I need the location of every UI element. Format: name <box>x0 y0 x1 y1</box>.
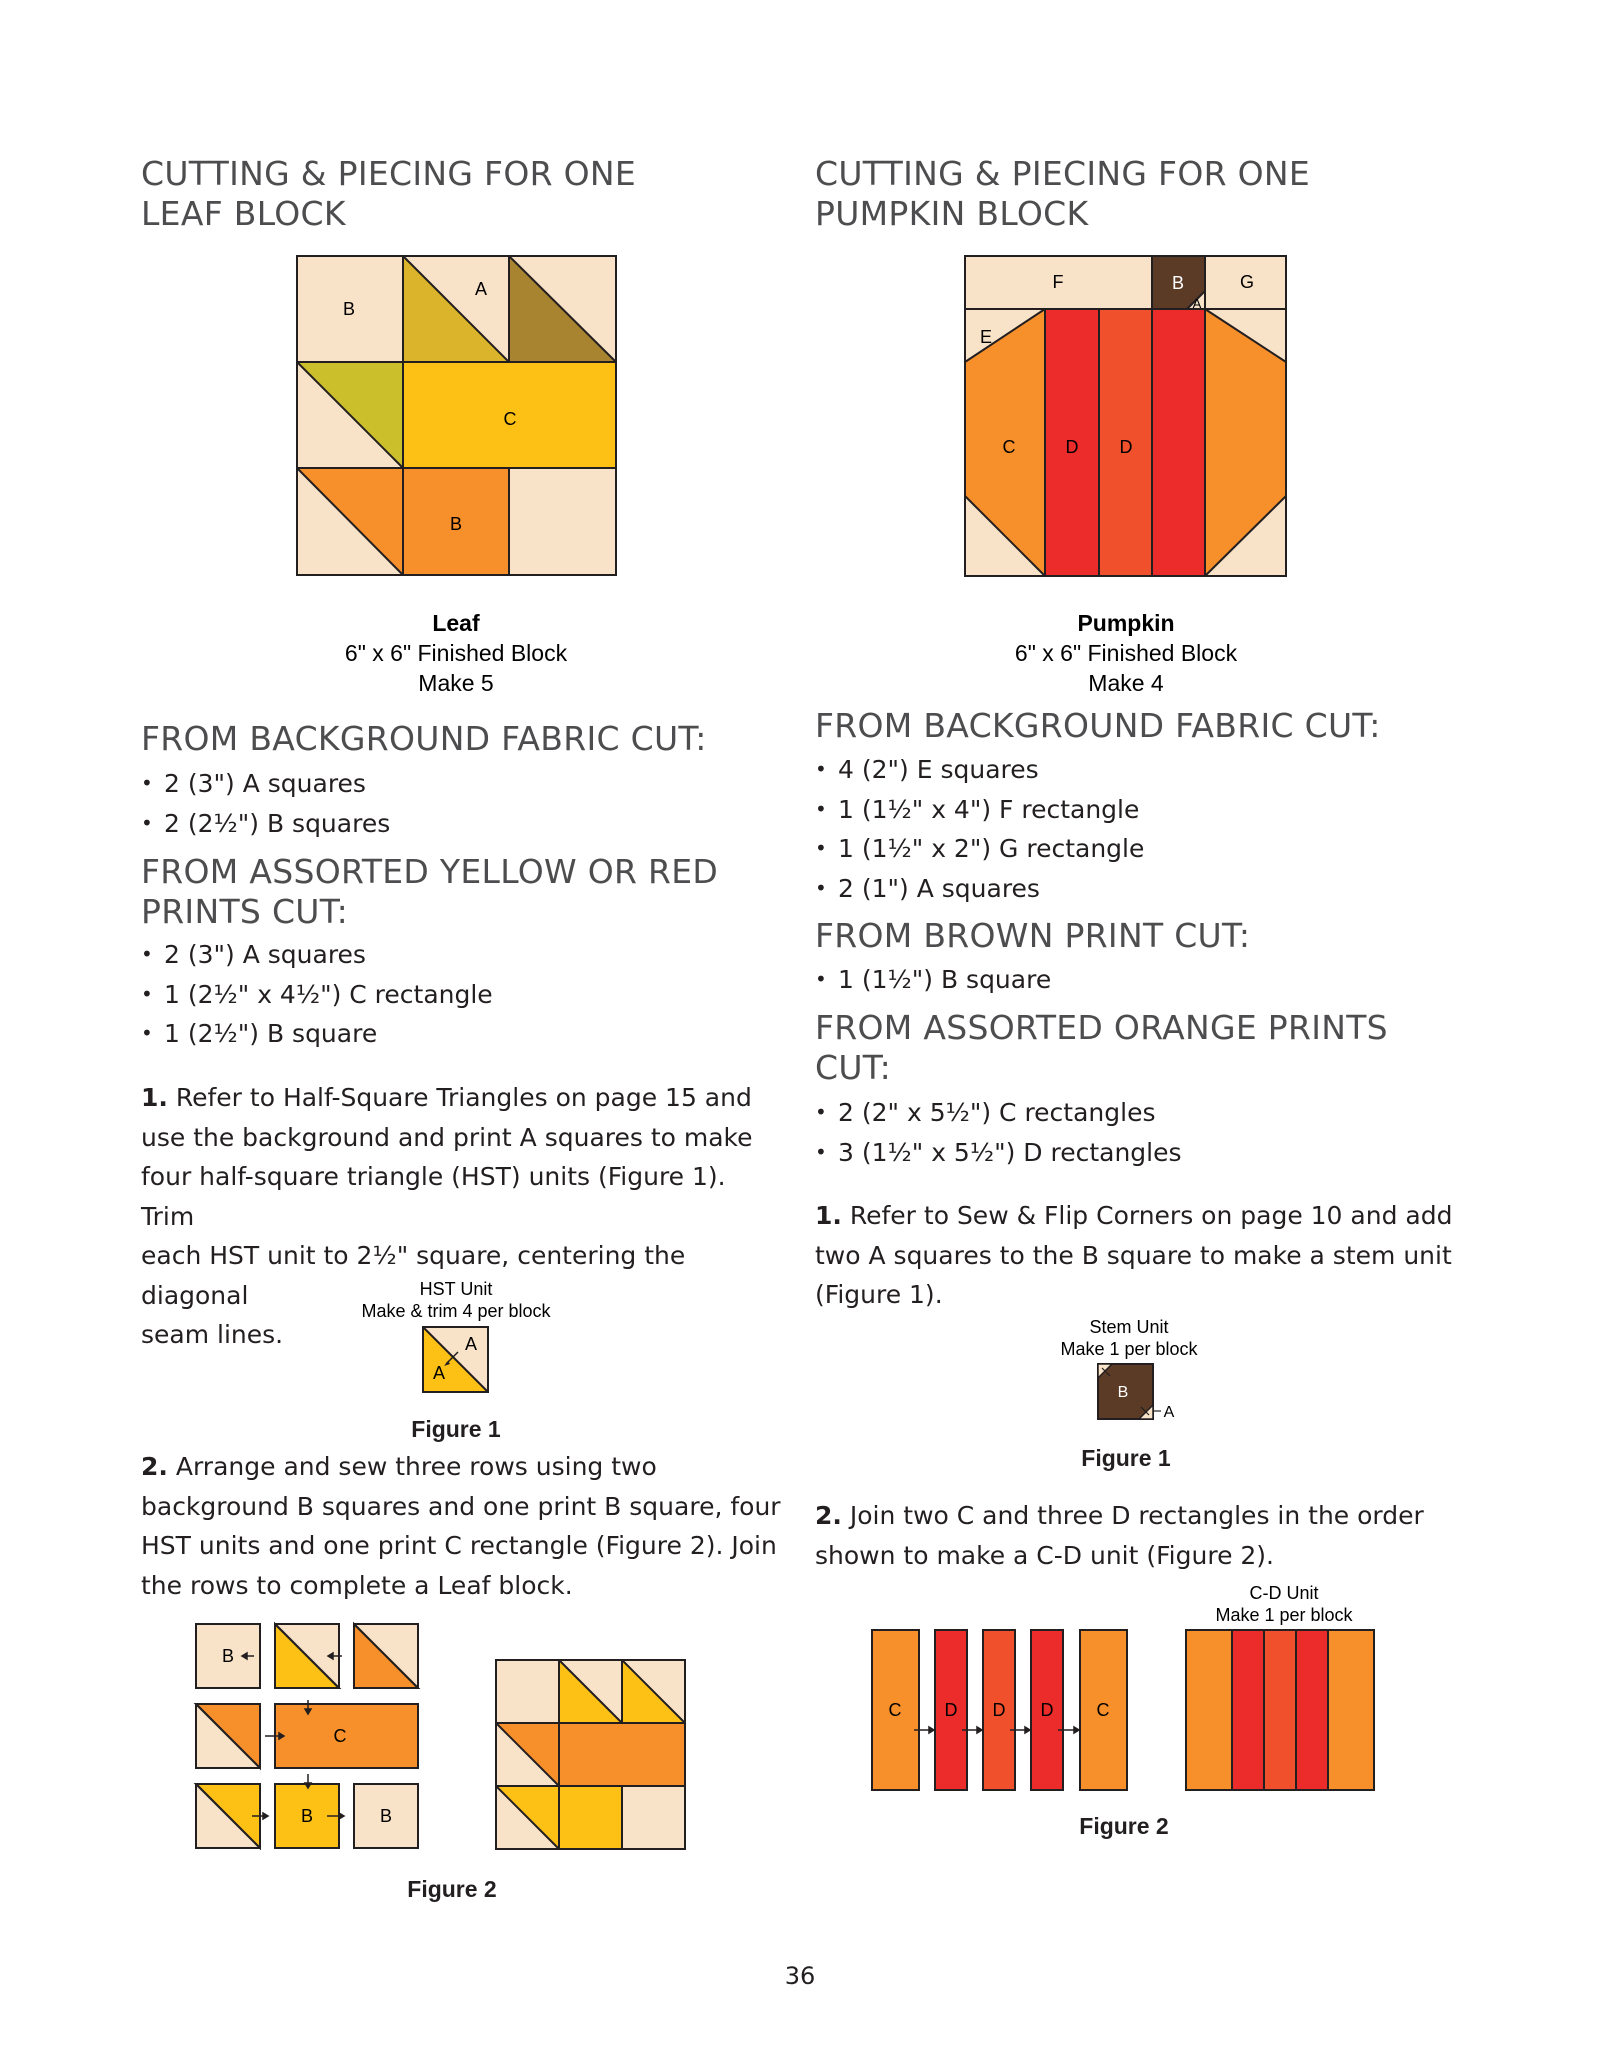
step-text: use the background and print A squares to make <box>141 1122 753 1152</box>
leaf-caption-size: 6" x 6" Finished Block <box>344 640 568 666</box>
leaf-assembly-diagram <box>192 1620 692 1850</box>
right-fig1-title: Stem Unit <box>1089 1317 1169 1337</box>
fig2-label-c: C <box>333 1726 347 1746</box>
stem-label-b: B <box>1117 1384 1129 1401</box>
cd-label-c1: C <box>888 1700 902 1720</box>
pumpkin-label-b: B <box>1171 273 1185 293</box>
left-section2-list <box>141 935 493 1054</box>
left-section2-heading-line-2: PRINTS CUT: <box>141 892 348 931</box>
list-item: • 2 (1") A squares <box>815 869 1144 909</box>
hst-label-a1: A <box>464 1334 478 1354</box>
list-item: • 1 (1½") B square <box>815 960 1051 1000</box>
right-fig2-subtitle: Make 1 per block <box>1215 1605 1353 1625</box>
leaf-block-caption <box>256 608 656 698</box>
right-heading-line-2: PUMPKIN BLOCK <box>815 194 1089 233</box>
right-section3-heading-line-2: CUT: <box>815 1048 892 1087</box>
stem-label-a: A <box>1163 1404 1175 1421</box>
step-text: seam lines. <box>141 1320 284 1349</box>
fig2-label-b1: B <box>221 1646 235 1666</box>
stem-unit-diagram <box>1097 1363 1177 1425</box>
leaf-caption-make: Make 5 <box>418 670 494 696</box>
left-heading-line-2: LEAF BLOCK <box>141 194 346 233</box>
pumpkin-label-e: E <box>979 327 993 347</box>
right-section3-heading <box>815 1008 1388 1088</box>
list-item: • 1 (1½" x 2") G rectangle <box>815 829 1144 869</box>
list-item: • 1 (2½") B square <box>141 1014 493 1054</box>
list-item: • 1 (1½" x 4") F rectangle <box>815 790 1144 830</box>
step-text: Arrange and sew three rows using two <box>175 1452 657 1481</box>
pumpkin-label-g: G <box>1239 272 1255 292</box>
pumpkin-label-c: C <box>1002 437 1016 457</box>
list-item: • 2 (2" x 5½") C rectangles <box>815 1093 1182 1133</box>
list-item: • 2 (2½") B squares <box>141 804 390 844</box>
right-fig1-subtitle: Make 1 per block <box>1060 1339 1198 1359</box>
step-text: the rows to complete a Leaf block. <box>141 1570 573 1600</box>
list-item: • 2 (3") A squares <box>141 764 390 804</box>
pumpkin-label-d1: D <box>1065 437 1079 457</box>
left-fig1-caption: Figure 1 <box>411 1416 501 1442</box>
right-step-2 <box>815 1496 1455 1575</box>
left-step-2 <box>141 1447 781 1605</box>
step-text: background B squares and one print B square, four <box>141 1491 781 1521</box>
left-fig1-title-block <box>306 1278 606 1322</box>
leaf-b-square-bg-2 <box>509 468 616 575</box>
right-heading-line-1: CUTTING & PIECING FOR ONE <box>815 154 1311 193</box>
pumpkin-caption-make: Make 4 <box>1088 670 1164 696</box>
left-section2-heading <box>141 852 718 932</box>
right-section1-heading: FROM BACKGROUND FABRIC CUT: <box>815 706 1381 745</box>
right-section2-heading: FROM BROWN PRINT CUT: <box>815 916 1251 955</box>
right-heading <box>815 154 1310 234</box>
list-item: • 2 (3") A squares <box>141 935 493 975</box>
page-number: 36 <box>784 1962 816 1990</box>
leaf-block-diagram <box>296 255 618 577</box>
pumpkin-block-caption <box>926 608 1326 698</box>
step-number: 1. <box>815 1201 842 1230</box>
right-fig2-title: C-D Unit <box>1249 1583 1319 1603</box>
cd-label-d2: D <box>992 1700 1006 1720</box>
pumpkin-caption-size: 6" x 6" Finished Block <box>1014 640 1238 666</box>
step-text: each HST unit to 2½" square, centering the diagonal <box>141 1241 686 1310</box>
list-item: • 3 (1½" x 5½") D rectangles <box>815 1133 1182 1173</box>
list-item: • 4 (2") E squares <box>815 750 1144 790</box>
right-fig2-caption: Figure 2 <box>1079 1813 1169 1839</box>
cd-unit-diagram <box>870 1628 1380 1793</box>
leaf-label-c: C <box>503 409 517 429</box>
fig2-label-b2: B <box>300 1806 314 1826</box>
cd-label-d3: D <box>1040 1700 1054 1720</box>
step-text: Join two C and three D rectangles in the order <box>849 1501 1424 1530</box>
right-step-1 <box>815 1196 1455 1315</box>
leaf-label-b1: B <box>342 299 356 319</box>
left-heading <box>141 154 636 234</box>
right-section1-list <box>815 750 1144 908</box>
left-fig1-subtitle: Make & trim 4 per block <box>361 1301 551 1321</box>
left-section1-heading: FROM BACKGROUND FABRIC CUT: <box>141 719 707 758</box>
step-text: four half-square triangle (HST) units (Figure 1). Trim <box>141 1162 726 1231</box>
fig2-label-b3: B <box>379 1806 393 1826</box>
cd-label-c2: C <box>1096 1700 1110 1720</box>
pumpkin-label-a: A <box>1192 296 1202 311</box>
step-number: 2. <box>815 1501 842 1530</box>
right-section3-list <box>815 1093 1182 1172</box>
pumpkin-caption-title: Pumpkin <box>1077 610 1175 636</box>
hst-label-a2: A <box>432 1363 446 1383</box>
step-text: Refer to Half-Square Triangles on page 15 and <box>175 1083 752 1112</box>
pumpkin-label-d2: D <box>1119 437 1133 457</box>
right-fig1-title-block <box>979 1316 1279 1360</box>
right-fig1-caption: Figure 1 <box>1081 1445 1171 1471</box>
left-fig2-caption: Figure 2 <box>407 1876 497 1902</box>
step-text: shown to make a C-D unit (Figure 2). <box>815 1540 1274 1570</box>
left-section2-heading-line-1: FROM ASSORTED YELLOW OR RED <box>141 852 719 891</box>
left-section1-list <box>141 764 390 843</box>
step-text: Refer to Sew & Flip Corners on page 10 and add <box>849 1201 1453 1230</box>
right-section3-heading-line-1: FROM ASSORTED ORANGE PRINTS <box>815 1008 1388 1047</box>
hst-unit-diagram <box>422 1326 490 1394</box>
pumpkin-label-f: F <box>1052 272 1064 292</box>
list-item: • 1 (2½" x 4½") C rectangle <box>141 975 493 1015</box>
cd-label-d1: D <box>944 1700 958 1720</box>
step-number: 1. <box>141 1083 168 1112</box>
left-heading-line-1: CUTTING & PIECING FOR ONE <box>141 154 637 193</box>
pumpkin-block-diagram <box>964 255 1288 578</box>
right-fig2-title-block <box>1134 1582 1434 1626</box>
left-fig1-title: HST Unit <box>419 1279 493 1299</box>
leaf-caption-title: Leaf <box>432 610 480 636</box>
right-section2-list <box>815 960 1051 1000</box>
leaf-label-a: A <box>474 279 488 299</box>
leaf-label-b2: B <box>449 514 463 534</box>
step-number: 2. <box>141 1452 168 1481</box>
step-text: HST units and one print C rectangle (Figure 2). Join <box>141 1531 777 1560</box>
step-text: two A squares to the B square to make a stem unit <box>815 1240 1452 1270</box>
step-text: (Figure 1). <box>815 1280 943 1309</box>
